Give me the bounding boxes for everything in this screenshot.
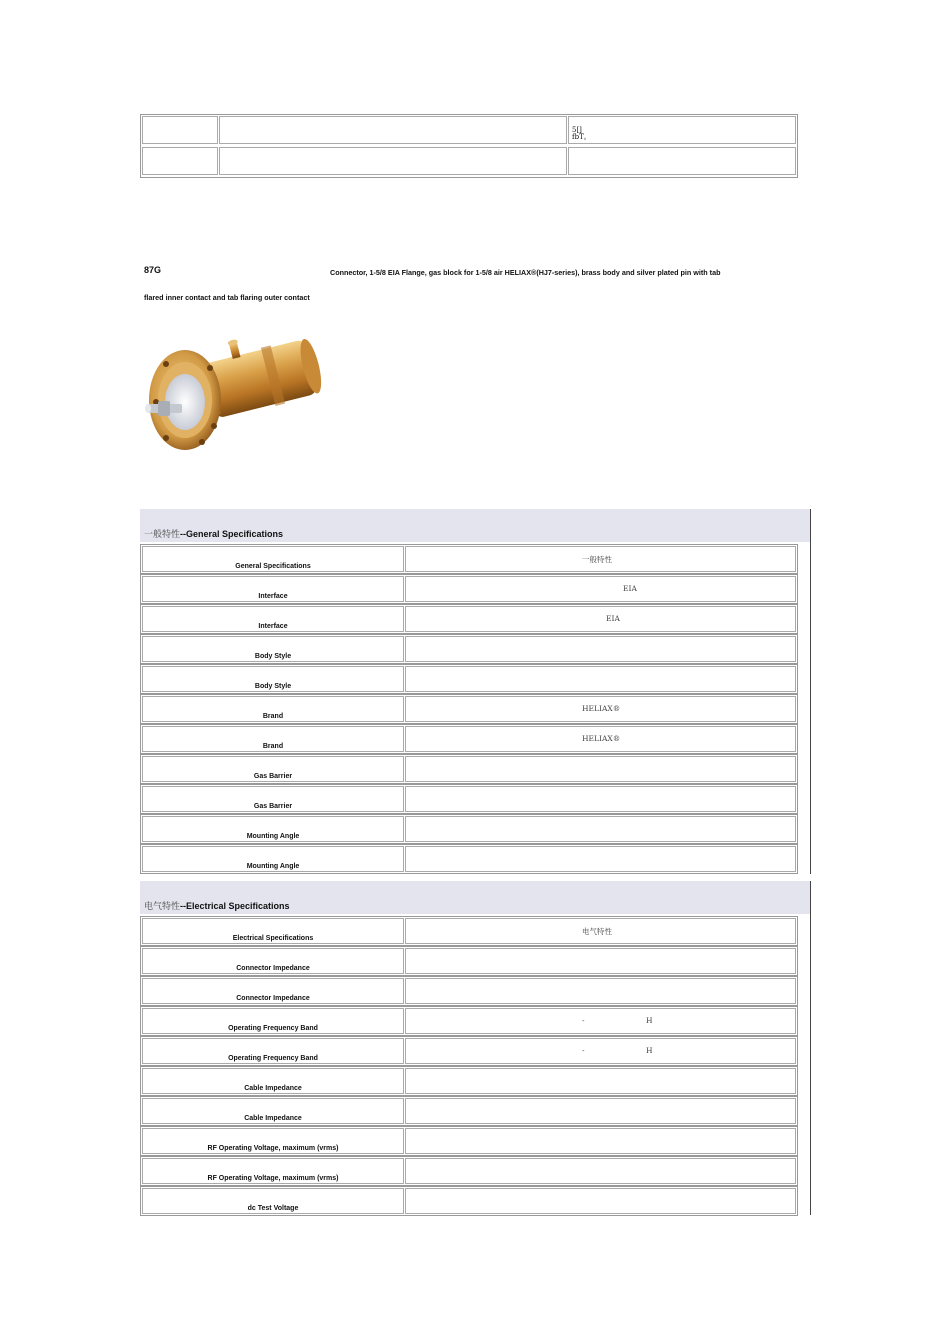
spec-value-unit: H bbox=[646, 1016, 653, 1025]
spec-value-cell bbox=[405, 606, 796, 632]
spec-value-cell bbox=[405, 948, 796, 974]
section-title bbox=[144, 899, 290, 912]
spec-value: EIA bbox=[606, 614, 620, 623]
table-row bbox=[140, 634, 798, 664]
connector-photo bbox=[140, 328, 324, 454]
spec-label-cell bbox=[142, 948, 404, 974]
spec-label: Interface bbox=[258, 623, 288, 630]
spec-label-cell bbox=[142, 696, 404, 722]
spec-label-cell bbox=[142, 1038, 404, 1064]
table-row bbox=[140, 1126, 798, 1156]
spec-label: Electrical Specifications bbox=[232, 935, 314, 942]
table-row bbox=[140, 1186, 798, 1216]
section-title bbox=[144, 527, 283, 540]
spec-label: Cable Impedance bbox=[244, 1115, 302, 1122]
spec-label-cell bbox=[142, 978, 404, 1004]
table-row bbox=[140, 1156, 798, 1186]
table-row bbox=[141, 146, 797, 176]
spec-value-cell bbox=[405, 978, 796, 1004]
table-row bbox=[140, 664, 798, 694]
spec-label: Operating Frequency Band bbox=[228, 1055, 318, 1062]
table-row bbox=[140, 604, 798, 634]
table-row bbox=[141, 115, 797, 145]
spec-label-cell bbox=[142, 1008, 404, 1034]
spec-label: dc Test Voltage bbox=[247, 1205, 299, 1212]
spec-value: HELIAX® bbox=[582, 704, 621, 713]
spec-value-cell bbox=[405, 666, 796, 692]
table-row bbox=[140, 1066, 798, 1096]
spec-value-cell bbox=[405, 636, 796, 662]
spec-value-unit: H bbox=[646, 1046, 653, 1055]
spec-value-cell bbox=[405, 816, 796, 842]
table-row bbox=[140, 1096, 798, 1126]
table-row bbox=[140, 784, 798, 814]
electrical-specifications-section bbox=[140, 881, 812, 1215]
spec-value-cell bbox=[405, 1158, 796, 1184]
spec-value: 一般特性 bbox=[582, 555, 612, 564]
section-title-cn: 一般特性 bbox=[144, 530, 181, 540]
spec-label: Interface bbox=[258, 593, 288, 600]
section-header bbox=[140, 881, 811, 914]
cell-note bbox=[572, 127, 591, 141]
spec-value-cell bbox=[405, 786, 796, 812]
spec-label: Body Style bbox=[254, 683, 292, 690]
spec-label: Gas Barrier bbox=[253, 773, 293, 780]
product-description-line1: Connector, 1-5/8 EIA Flange, gas block for 1-5/8 air HELIAX®(HJ7-series), brass body and silver plated pin with tab bbox=[330, 268, 721, 277]
spec-value-cell bbox=[405, 756, 796, 782]
section-header bbox=[140, 509, 811, 542]
spec-label-cell bbox=[142, 918, 404, 944]
spec-value-cell bbox=[405, 576, 796, 602]
table-row bbox=[140, 844, 798, 874]
table-row bbox=[140, 1036, 798, 1066]
spec-label: General Specifications bbox=[235, 563, 311, 570]
table-cell bbox=[142, 116, 218, 144]
spec-value-cell bbox=[405, 696, 796, 722]
spec-value-cell bbox=[405, 1188, 796, 1214]
spec-label: Connector Impedance bbox=[236, 995, 310, 1002]
spec-label: Operating Frequency Band bbox=[228, 1025, 318, 1032]
spec-label-cell bbox=[142, 786, 404, 812]
table-row bbox=[140, 574, 798, 604]
section-title-en: --Electrical Specifications bbox=[180, 901, 290, 911]
spec-label: Cable Impedance bbox=[244, 1085, 302, 1092]
spec-value-cell bbox=[405, 846, 796, 872]
spec-label-cell bbox=[142, 846, 404, 872]
spec-value-cell bbox=[405, 1008, 796, 1034]
table-row bbox=[140, 976, 798, 1006]
cell-note-line1: 5[] bbox=[572, 126, 582, 134]
general-specifications-section bbox=[140, 509, 812, 874]
spec-value-cell bbox=[405, 918, 796, 944]
spec-value: HELIAX® bbox=[582, 734, 621, 743]
spec-label: RF Operating Voltage, maximum (vrms) bbox=[207, 1145, 339, 1152]
spec-value-cell bbox=[405, 546, 796, 572]
section-title-cn: 电气特性 bbox=[144, 902, 181, 912]
spec-value: EIA bbox=[623, 584, 637, 593]
table-row bbox=[140, 1006, 798, 1036]
table-cell bbox=[142, 147, 218, 175]
spec-label-cell bbox=[142, 606, 404, 632]
table-cell bbox=[568, 147, 796, 175]
table-cell bbox=[219, 147, 567, 175]
table-row bbox=[140, 694, 798, 724]
spec-label-cell bbox=[142, 1068, 404, 1094]
table-row bbox=[140, 544, 798, 574]
spec-label-cell bbox=[142, 1188, 404, 1214]
spec-label-cell bbox=[142, 816, 404, 842]
spec-label-cell bbox=[142, 636, 404, 662]
table-row bbox=[140, 814, 798, 844]
spec-value-cell bbox=[405, 1038, 796, 1064]
table-cell bbox=[568, 116, 796, 144]
spec-label: Connector Impedance bbox=[236, 965, 310, 972]
spec-value: 电气特性 bbox=[582, 927, 612, 936]
spec-value-cell bbox=[405, 1098, 796, 1124]
section-title-en: --General Specifications bbox=[180, 529, 284, 539]
table-row bbox=[140, 946, 798, 976]
spec-label-cell bbox=[142, 1098, 404, 1124]
spec-value-cell bbox=[405, 726, 796, 752]
spec-label: Brand bbox=[262, 713, 284, 720]
spec-table bbox=[140, 542, 811, 874]
spec-value-cell bbox=[405, 1128, 796, 1154]
spec-label-cell bbox=[142, 726, 404, 752]
spec-label-cell bbox=[142, 756, 404, 782]
table-row bbox=[140, 724, 798, 754]
spec-table bbox=[140, 914, 811, 1215]
spec-label-cell bbox=[142, 1128, 404, 1154]
spec-label: RF Operating Voltage, maximum (vrms) bbox=[207, 1175, 339, 1182]
spec-label: Mounting Angle bbox=[246, 863, 300, 870]
spec-label: Mounting Angle bbox=[246, 833, 300, 840]
spec-label-cell bbox=[142, 1158, 404, 1184]
spec-label-cell bbox=[142, 546, 404, 572]
cell-note-line2: fbT。 bbox=[572, 133, 591, 141]
spec-label: Body Style bbox=[254, 653, 292, 660]
table-cell bbox=[219, 116, 567, 144]
spec-value-cell bbox=[405, 1068, 796, 1094]
table-row bbox=[140, 754, 798, 784]
spec-label: Gas Barrier bbox=[253, 803, 293, 810]
product-code: 87G bbox=[144, 265, 162, 275]
table-row bbox=[140, 916, 798, 946]
spec-value: - bbox=[582, 1016, 585, 1025]
spec-label: Brand bbox=[262, 743, 284, 750]
top-table bbox=[140, 114, 798, 178]
spec-value: - bbox=[582, 1046, 585, 1055]
product-description-line2: flared inner contact and tab flaring outer contact bbox=[144, 293, 310, 302]
spec-label-cell bbox=[142, 576, 404, 602]
spec-label-cell bbox=[142, 666, 404, 692]
